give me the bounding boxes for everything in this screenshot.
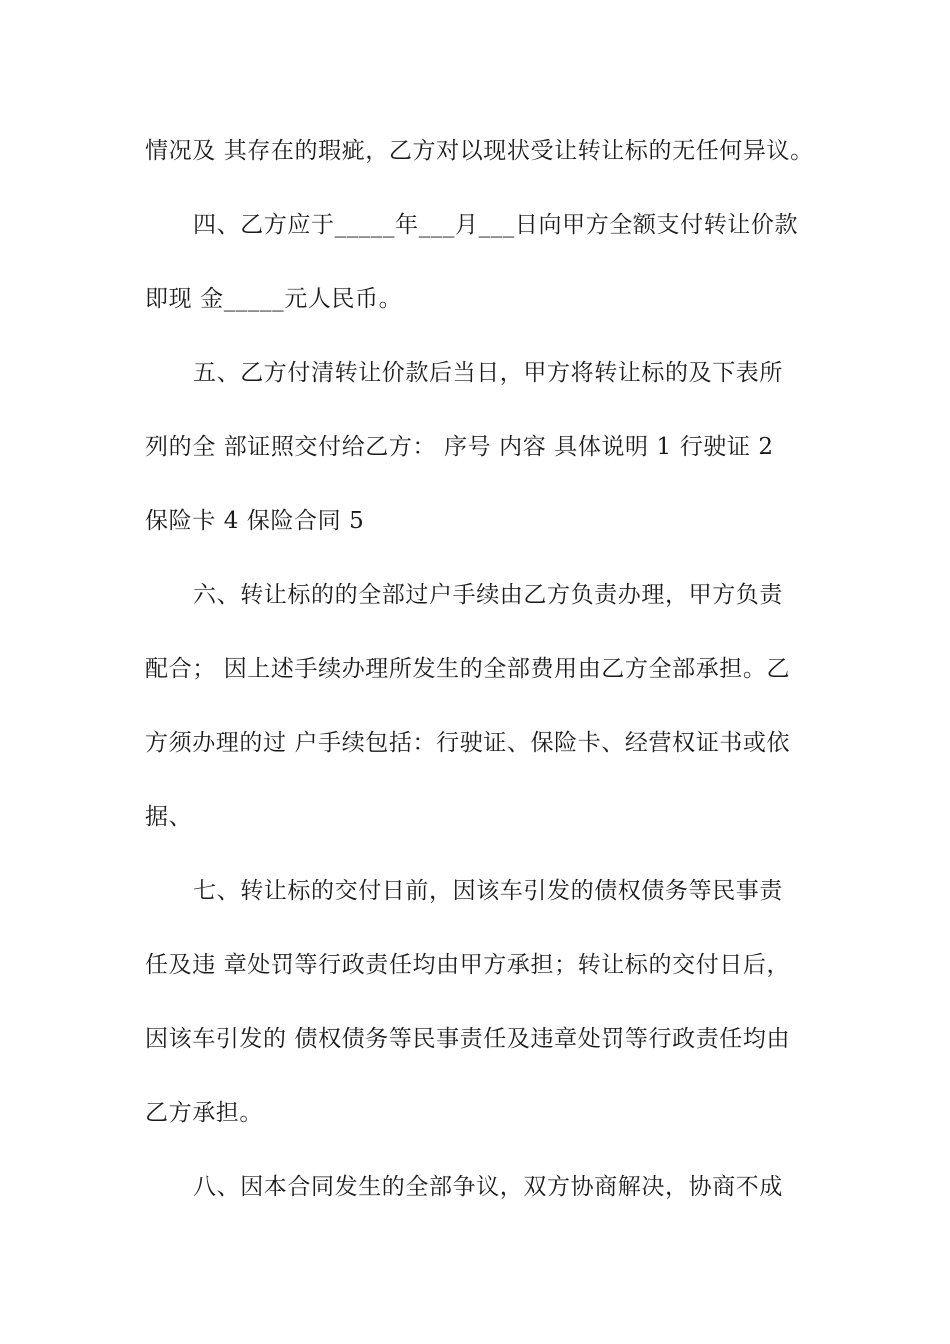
paragraph-line: 情况及 其存在的瑕疵，乙方对以现状受让转让标的无任何异议。 — [145, 138, 814, 164]
paragraph-line: 即现 金_____元人民币。 — [145, 286, 403, 312]
paragraph-line: 乙方承担。 — [145, 1100, 263, 1126]
paragraph-line: 任及违 章处罚等行政责任均由甲方承担；转让标的交付日后， — [145, 952, 791, 978]
paragraph-line: 因该车引发的 债权债务等民事责任及违章处罚等行政责任均由 — [145, 1026, 791, 1052]
paragraph-line: 六、转让标的的全部过户手续由乙方负责办理，甲方负责 — [193, 582, 783, 608]
paragraph-line: 四、乙方应于_____年___月___日向甲方全额支付转让价款 — [193, 212, 799, 238]
paragraph-line: 五、乙方付清转让价款后当日，甲方将转让标的及下表所 — [193, 360, 783, 386]
paragraph-line: 方须办理的过 户手续包括：行驶证、保险卡、经营权证书或依 — [145, 730, 791, 756]
paragraph-line: 八、因本合同发生的全部争议，双方协商解决，协商不成 — [193, 1174, 783, 1200]
paragraph-line: 七、转让标的交付日前，因该车引发的债权债务等民事责 — [193, 878, 783, 904]
paragraph-line: 据、 — [145, 804, 193, 830]
paragraph-line: 保险卡 4 保险合同 5 — [145, 508, 365, 534]
paragraph-line: 列的全 部证照交付给乙方： 序号 内容 具体说明 1 行驶证 2 — [145, 434, 774, 460]
paragraph-line: 配合； 因上述手续办理所发生的全部费用由乙方全部承担。乙 — [145, 656, 791, 682]
